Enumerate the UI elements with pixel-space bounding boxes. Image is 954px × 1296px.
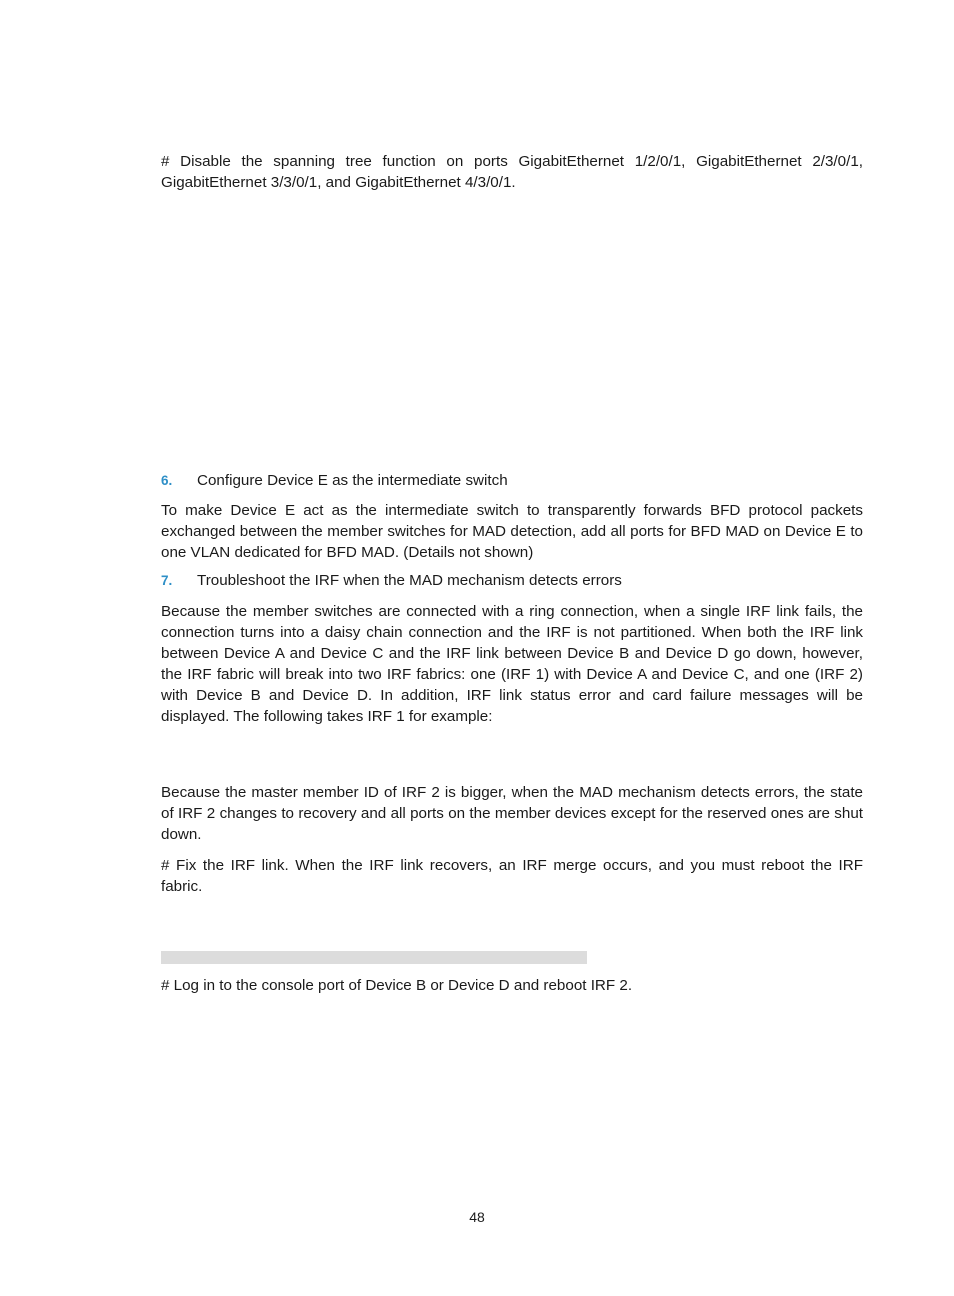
paragraph-device-e: To make Device E act as the intermediate switch to transparently forwards BFD protocol packets exchanged between the member switches for MAD detection, add all ports for BFD MAD on Device E to one VLAN dedicated for BFD MAD. (Details not shown) xyxy=(161,502,863,561)
step-6-title: Configure Device E as the intermediate switch xyxy=(197,472,508,489)
step-7 xyxy=(161,570,863,591)
paragraph-ring-connection: Because the member switches are connected with a ring connection, when a single IRF link fails, the connection turns into a daisy chain connection and the IRF is not partitioned. When both the IRF link between Device A and Device C and the IRF link between Device B and Device D go down, however, the IRF fabric will break into two IRF fabrics: one (IRF 1) with Device A and Device C, and one (IRF 2) with Device B and Device D. In addition, IRF link status error and card failure messages will be displayed. The following takes IRF 1 for example: xyxy=(161,603,863,725)
paragraph-disable-stp: # Disable the spanning tree function on ports GigabitEthernet 1/2/0/1, GigabitEthernet 2/3/0/1, GigabitEthernet 3/3/0/1, and GigabitEthernet 4/3/0/1. xyxy=(161,153,863,191)
code-block-placeholder xyxy=(161,951,587,964)
paragraph-fix-link: # Fix the IRF link. When the IRF link recovers, an IRF merge occurs, and you must reboot the IRF fabric. xyxy=(161,857,863,895)
page-number: 48 xyxy=(469,1209,485,1225)
paragraph-console-reboot: # Log in to the console port of Device B or Device D and reboot IRF 2. xyxy=(161,977,633,994)
step-6-number: 6. xyxy=(161,473,173,488)
step-7-title: Troubleshoot the IRF when the MAD mechanism detects errors xyxy=(197,572,622,589)
step-7-number: 7. xyxy=(161,573,173,588)
step-6 xyxy=(161,470,863,491)
paragraph-master-member: Because the master member ID of IRF 2 is bigger, when the MAD mechanism detects errors, the state of IRF 2 changes to recovery and all ports on the member devices except for the reserved ones are shut down. xyxy=(161,784,863,843)
